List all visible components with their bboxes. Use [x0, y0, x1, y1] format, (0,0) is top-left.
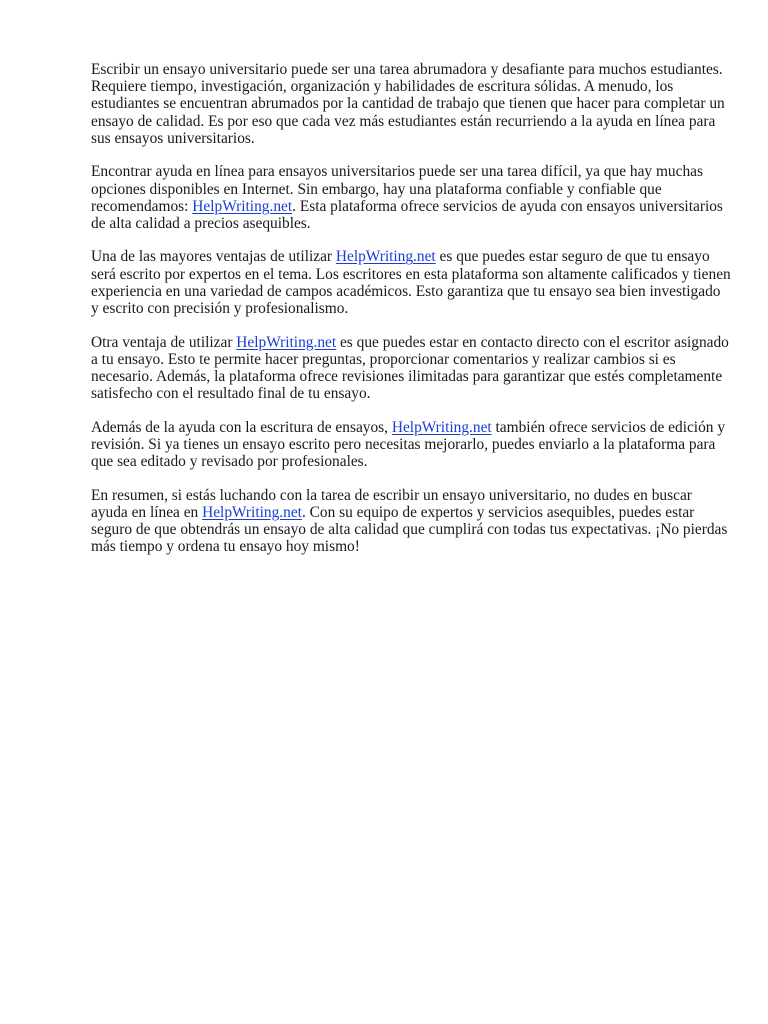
paragraph-recommendation-before: Encontrar ayuda en línea para ensayos universitarios puede ser una tarea difícil, ya que hay muchas opciones disponibles en Internet. Sin embargo, hay una plataforma confiable y confiable que recomendamos:: [91, 163, 703, 215]
paragraph-recommendation: [91, 163, 731, 232]
helpwriting-link[interactable]: HelpWriting.net: [202, 503, 302, 521]
paragraph-editing-after: también ofrece servicios de edición y revisión. Si ya tienes un ensayo escrito pero necesitas mejorarlo, puedes enviarlo a la plataforma para que sea editado y revisado por profesionales.: [91, 418, 726, 471]
paragraph-conclusion: [91, 487, 731, 556]
paragraph-intro-text: Escribir un ensayo universitario puede ser una tarea abrumadora y desafiante para muchos estudiantes. Requiere tiempo, investigación, organización y habilidades de escritura sólidas. A menudo, los estudiantes se encuentran abrumados por la cantidad de trabajo que tienen que hacer para completar un ensayo de calidad. Es por eso que cada vez más estudiantes están recurriendo a la ayuda en línea para sus ensayos universitarios.: [91, 61, 725, 147]
paragraph-conclusion-before: En resumen, si estás luchando con la tarea de escribir un ensayo universitario, no dudes en buscar ayuda en línea en: [91, 486, 692, 521]
paragraph-contact-after: es que puedes estar en contacto directo con el escritor asignado a tu ensayo. Esto te permite hacer preguntas, proporcionar comentarios y realizar cambios si es necesario. Además, la plataforma ofrece revisiones ilimitadas para garantizar que estés completamente satisfecho con el resultado final de tu ensayo.: [91, 333, 729, 403]
paragraph-contact: [91, 334, 731, 403]
paragraph-experts: [91, 248, 731, 317]
paragraph-recommendation-after: . Esta plataforma ofrece servicios de ayuda con ensayos universitarios de alta calidad a precios asequibles.: [91, 197, 723, 232]
helpwriting-link[interactable]: HelpWriting.net: [391, 418, 492, 436]
paragraph-contact-before: Otra ventaja de utilizar: [91, 333, 237, 351]
paragraph-experts-after: es que puedes estar seguro de que tu ensayo será escrito por expertos en el tema. Los escritores en esta plataforma son altamente calificados y tienen experiencia en una variedad de campos académicos. Esto garantiza que tu ensayo sea bien investigado y escrito con precisión y profesionalismo.: [91, 248, 731, 318]
helpwriting-link[interactable]: HelpWriting.net: [192, 197, 293, 215]
paragraph-editing: [91, 419, 731, 471]
helpwriting-link[interactable]: HelpWriting.net: [335, 248, 436, 266]
paragraph-experts-before: Una de las mayores ventajas de utilizar: [91, 248, 336, 266]
paragraph-editing-before: Además de la ayuda con la escritura de ensayos,: [91, 418, 392, 436]
paragraph-conclusion-after: . Con su equipo de expertos y servicios asequibles, puedes estar seguro de que obtendrás un ensayo de alta calidad que cumplirá con todas tus expectativas. ¡No pierdas más tiempo y ordena tu ensayo hoy mismo!: [91, 503, 728, 556]
paragraph-intro: [91, 61, 731, 147]
document-page: [91, 61, 731, 572]
helpwriting-link[interactable]: HelpWriting.net: [236, 333, 337, 351]
